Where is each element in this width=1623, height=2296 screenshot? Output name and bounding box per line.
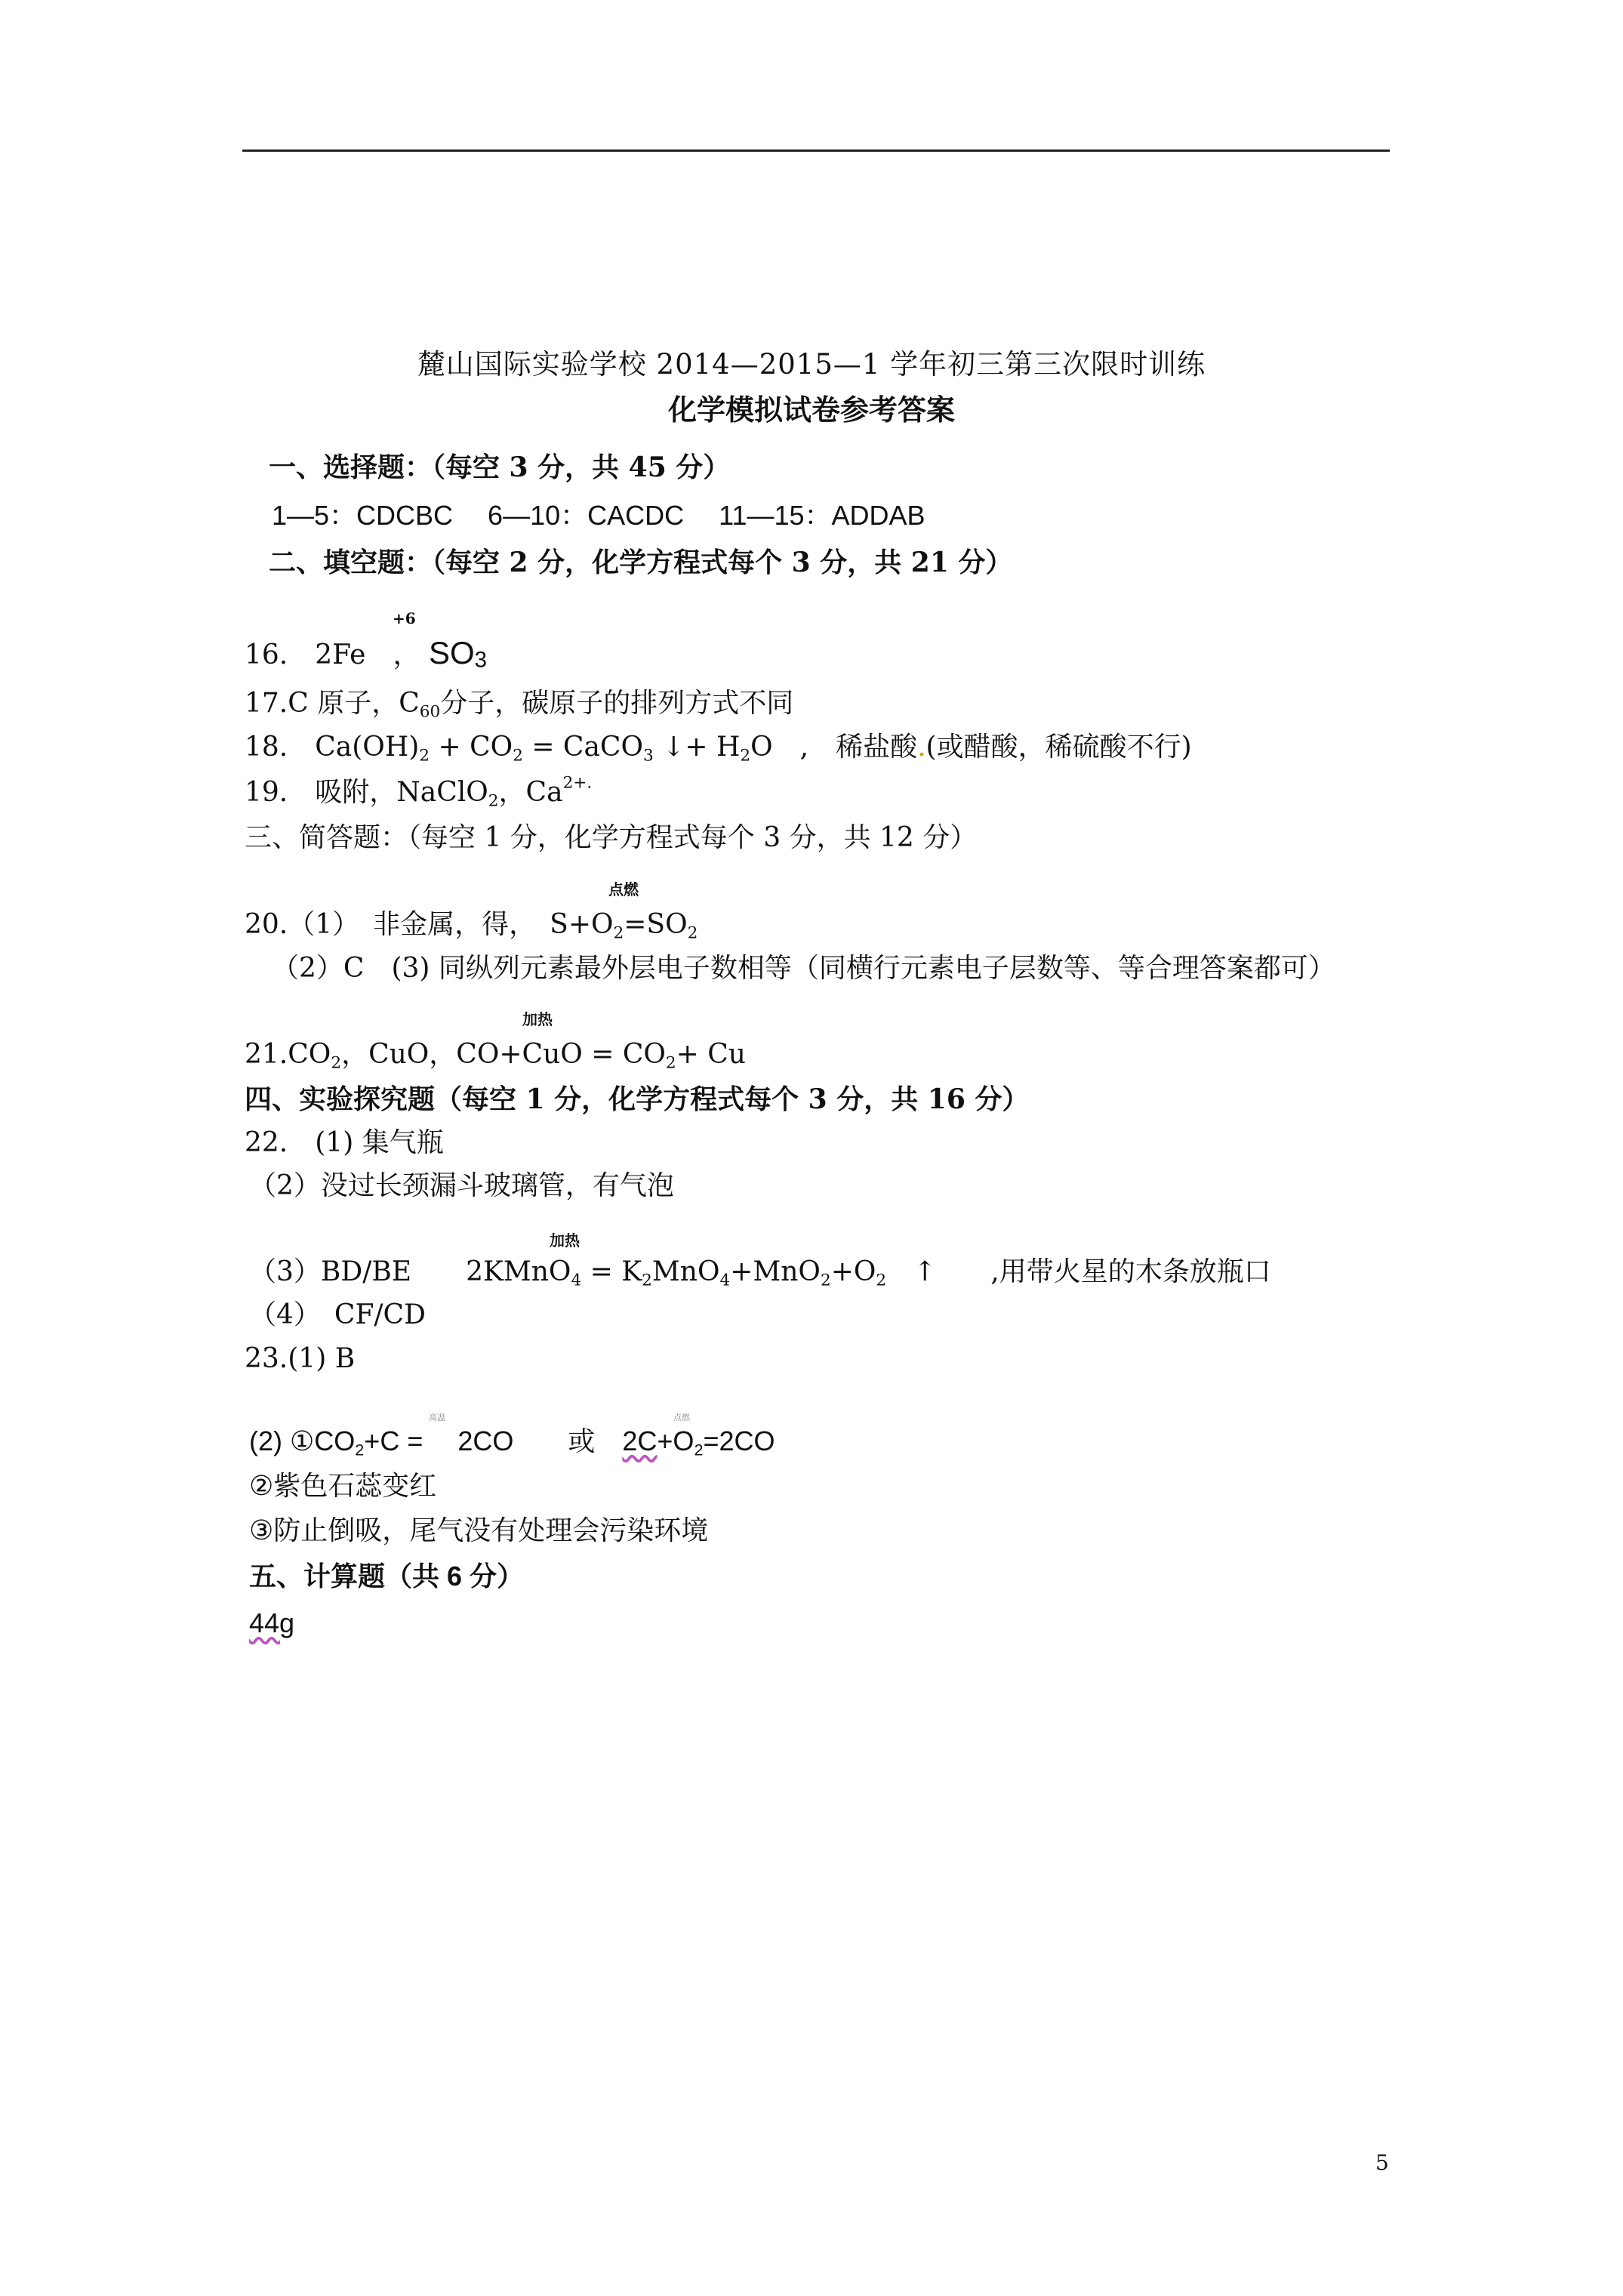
q23-answer-3: ②紫色石蕊变红 [249,1470,437,1501]
q21-answer: $21.CO_2$，CuO，$CO+CuO = CO_2+ Cu$ [245,1039,746,1073]
section-3-heading: 三、简答题：（每空 1 分，化学方程式每个 3 分，共 12 分） [245,822,978,853]
q22-answer-2: （2）没过长颈漏斗玻璃管，有气泡 [249,1170,674,1201]
q23-condition-label-2: 点燃 [673,1413,690,1422]
q22-answer-4: （4） CF/CD [249,1299,426,1330]
q16-formula: $SO_3$ [428,635,487,673]
q19-answer: 19. 吸附，NaClO$_2$，$Ca^{2+.}$ [245,773,593,811]
q22-answer-1: 22. (1) 集气瓶 [245,1127,444,1158]
q23-answer-1: 23.(1) B [245,1343,356,1374]
q20-answer-2: （2）C (3) 同纵列元素最外层电子数相等（同横行元素电子层数等、等合理答案都可） [272,953,1335,984]
q22-condition-label: 加热 [550,1231,580,1250]
q16-prefix: 16. 2Fe ， [245,639,420,670]
q23-answer-2: (2) $①CO_2+C$ = 2CO 或 $2C+O_2=2CO$ [249,1425,775,1459]
section-5-heading: 五、计算题（共 6 分） [249,1561,525,1592]
q16-answer [245,636,487,673]
section-5-answer: 44g [249,1607,295,1638]
q18-answer: 18. $Ca(OH)_2 + CO_2$ = CaCO$_3$ ↓+ $H_2O$ , 稀盐酸.(或醋酸，稀硫酸不行) [245,732,1192,766]
section-1-heading: 一、选择题：（每空 3 分，共 45 分） [269,451,731,483]
q17-answer: 17.C 原子，$C_{60}$分子，碳原子的排列方式不同 [245,688,794,722]
q20-answer-1: 20.（1） 非金属，得， $S+O_2=SO_2$ [245,909,698,943]
q23-condition-label-1: 高温 [429,1413,445,1422]
section-2-heading: 二、填空题：（每空 2 分，化学方程式每个 3 分，共 21 分） [269,547,1013,578]
q22-answer-3: （3）BD/BE 2KMnO$_4$ = $K_2MnO_4+MnO_2+O_2$ ↑ ,用带火星的木条放瓶口 [249,1256,1271,1290]
q16-valence-label: +6 [393,609,416,627]
section-1-answers: 1—5：CDCBC 6—10：CACDC 11—15：ADDAB [272,500,925,531]
document-title: 麓山国际实验学校 2014—2015—1 学年初三第三次限时训练 [417,348,1206,381]
header-rule [242,149,1390,152]
q21-condition-label: 加热 [522,1010,553,1028]
q20-condition-label: 点燃 [608,880,639,898]
section-4-heading: 四、实验探究题（每空 1 分，化学方程式每个 3 分，共 16 分） [245,1083,1030,1115]
q23-answer-4: ③防止倒吸，尾气没有处理会污染环境 [249,1515,709,1546]
document-subtitle: 化学模拟试卷参考答案 [667,393,955,427]
page-number: 5 [1375,2150,1389,2175]
